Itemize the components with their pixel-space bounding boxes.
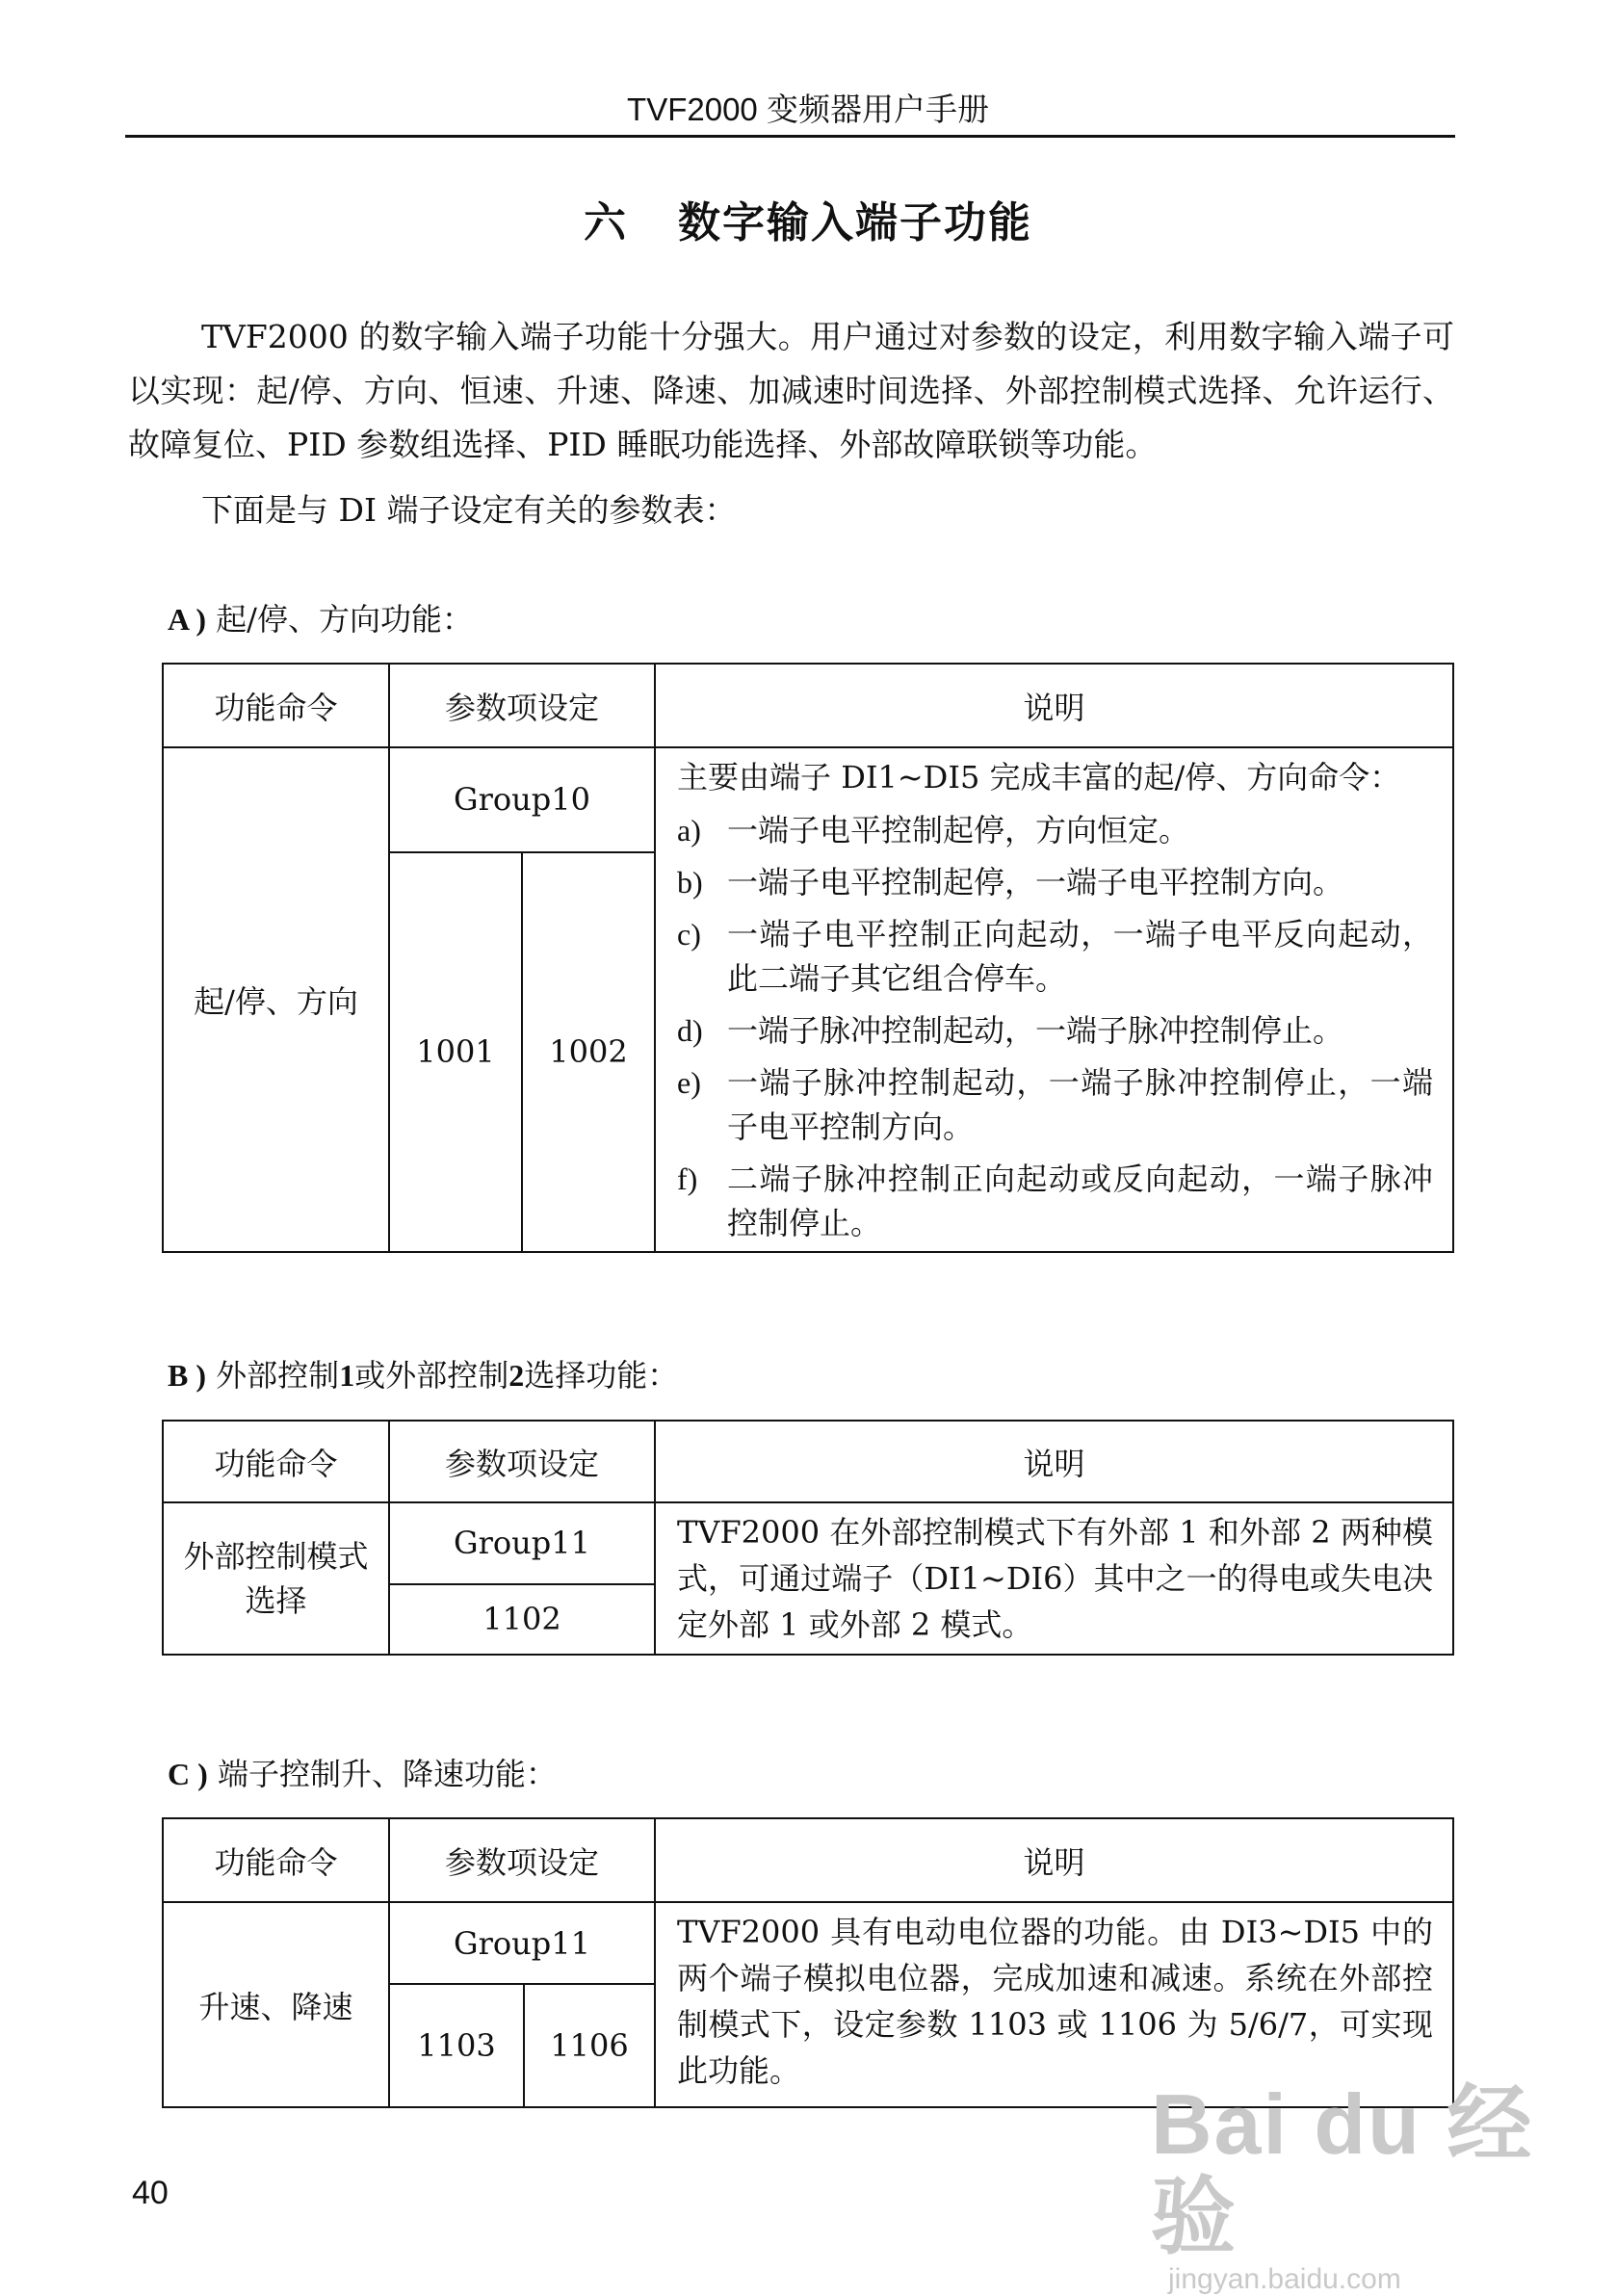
table-external-control bbox=[162, 1420, 1454, 1656]
section-a-heading bbox=[168, 595, 473, 639]
param-cell: 1102 bbox=[389, 1584, 655, 1655]
page-number: 40 bbox=[132, 2175, 169, 2211]
list-item: d) 一端子脉冲控制起动，一端子脉冲控制停止。 bbox=[677, 1012, 1344, 1049]
intro-paragraph: TVF2000 的数字输入端子功能十分强大。用户通过对参数的设定，利用数字输入端子可以实现：起/停、方向、恒速、升速、降速、加减速时间选择、外部控制模式选择、允许运行、故障复位、PID 参数组选择、PID 睡眠功能选择、外部故障联锁等功能。 bbox=[128, 318, 1454, 463]
param-cell: 1103 bbox=[389, 1984, 524, 2107]
func-cell: 起/停、方向 bbox=[163, 747, 389, 1252]
func-cell: 外部控制模式选择 bbox=[163, 1502, 389, 1655]
header-param: 参数项设定 bbox=[389, 1421, 655, 1502]
param-cell: 1001 bbox=[389, 852, 522, 1252]
table-start-stop bbox=[162, 663, 1454, 1253]
section-a-label: A ) bbox=[168, 602, 206, 637]
section-c-heading bbox=[168, 1750, 557, 1794]
table-intro: 下面是与 DI 端子设定有关的参数表： bbox=[201, 491, 737, 529]
chapter-title-text: 数字输入端子功能 bbox=[678, 198, 1032, 248]
desc-cell: TVF2000 具有电动电位器的功能。由 DI3~DI5 中的两个端子模拟电位器，完成加速和减速。系统在外部控制模式下，设定参数 1103 或 1106 为 5/6/7，可实现此功能。 bbox=[655, 1902, 1453, 2107]
list-item: a) 一端子电平控制起停，方向恒定。 bbox=[677, 812, 1190, 848]
header-func: 功能命令 bbox=[163, 1818, 389, 1902]
group-cell: Group10 bbox=[389, 747, 655, 852]
header-rule bbox=[125, 135, 1455, 138]
watermark-logo: Bai du 经验 bbox=[1151, 2076, 1534, 2264]
table-speed-control bbox=[162, 1817, 1454, 2108]
list-item: e) 一端子脉冲控制起动，一端子脉冲控制停止，一端子电平控制方向。 bbox=[677, 1064, 1433, 1145]
watermark-url: jingyan.baidu.com bbox=[1168, 2263, 1401, 2295]
header-desc: 说明 bbox=[655, 664, 1453, 747]
header-desc: 说明 bbox=[655, 1818, 1453, 1902]
group-cell: Group11 bbox=[389, 1902, 655, 1984]
header-param: 参数项设定 bbox=[389, 1818, 655, 1902]
desc-cell bbox=[655, 747, 1453, 1252]
option-list bbox=[677, 808, 1433, 1245]
section-c-label: C ) bbox=[168, 1757, 208, 1791]
section-a-title: 起/停、方向功能： bbox=[216, 601, 473, 638]
list-item: b) 一端子电平控制起停，一端子电平控制方向。 bbox=[677, 864, 1344, 900]
group-cell: Group11 bbox=[389, 1502, 655, 1584]
list-item: f) 二端子脉冲控制正向起动或反向起动，一端子脉冲控制停止。 bbox=[677, 1161, 1433, 1241]
chapter-number: 六 bbox=[584, 198, 628, 248]
param-cell: 1002 bbox=[522, 852, 655, 1252]
page-header: TVF2000 变频器用户手册 bbox=[627, 91, 989, 127]
header-func: 功能命令 bbox=[163, 664, 389, 747]
desc-intro: 主要由端子 DI1~DI5 完成丰富的起/停、方向命令： bbox=[677, 759, 1401, 796]
header-desc: 说明 bbox=[655, 1421, 1453, 1502]
header-param: 参数项设定 bbox=[389, 664, 655, 747]
list-item: c) 一端子电平控制正向起动，一端子电平反向起动，此二端子其它组合停车。 bbox=[677, 916, 1433, 997]
func-cell: 升速、降速 bbox=[163, 1902, 389, 2107]
section-b-label: B ) bbox=[168, 1358, 206, 1393]
section-b-heading: B ) 外部控制1或外部控制2选择功能： bbox=[168, 1357, 679, 1394]
baidu-watermark bbox=[1151, 2078, 1616, 2296]
header-func: 功能命令 bbox=[163, 1421, 389, 1502]
param-cell: 1106 bbox=[524, 1984, 655, 2107]
chapter-title bbox=[0, 188, 1616, 249]
section-c-title: 端子控制升、降速功能： bbox=[217, 1756, 557, 1792]
desc-cell: TVF2000 在外部控制模式下有外部 1 和外部 2 两种模式，可通过端子（DI1~DI6）其中之一的得电或失电决定外部 1 或外部 2 模式。 bbox=[655, 1502, 1453, 1655]
